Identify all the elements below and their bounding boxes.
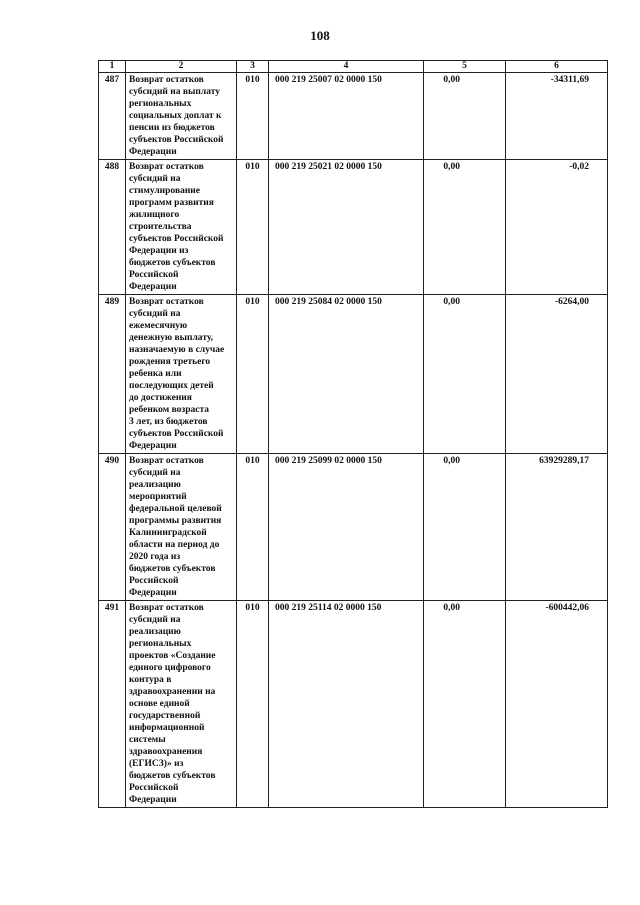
row-value-col5: 0,00	[424, 295, 506, 454]
row-value-col5: 0,00	[424, 601, 506, 808]
row-value-col5: 0,00	[424, 73, 506, 160]
row-description: Возврат остатков субсидий на ежемесячную денежную выплату, назначаемую в случае рождения третьего ребенка или последующих детей до достижения ребенком возраста 3 лет, из бюджетов субъектов Российской Федерации	[126, 295, 237, 454]
row-budget-classification-code: 000 219 25007 02 0000 150	[269, 73, 424, 160]
row-description: Возврат остатков субсидий на реализацию региональных проектов «Создание единого цифрового контура в здравоохранении на основе единой государственной информационной системы здравоохранения (ЕГИСЗ)» из бюджетов субъектов Российской Федерации	[126, 601, 237, 808]
row-value-col6: -34311,69	[506, 73, 608, 160]
row-budget-classification-code: 000 219 25021 02 0000 150	[269, 160, 424, 295]
row-value-col5: 0,00	[424, 454, 506, 601]
row-budget-classification-code: 000 219 25084 02 0000 150	[269, 295, 424, 454]
table-row	[99, 295, 608, 454]
row-value-col6: -600442,06	[506, 601, 608, 808]
row-description: Возврат остатков субсидий на стимулирование программ развития жилищного строительства субъектов Российской Федерации из бюджетов субъектов Российской Федерации	[126, 160, 237, 295]
row-value-col5: 0,00	[424, 160, 506, 295]
page-number: 108	[310, 28, 330, 43]
column-header-3: 3	[237, 61, 269, 73]
table-row	[99, 601, 608, 808]
row-description: Возврат остатков субсидий на выплату региональных социальных доплат к пенсии из бюджетов субъектов Российской Федерации	[126, 73, 237, 160]
budget-table	[98, 60, 608, 808]
row-code: 010	[237, 73, 269, 160]
table-row	[99, 454, 608, 601]
row-number: 488	[99, 160, 126, 295]
row-budget-classification-code: 000 219 25114 02 0000 150	[269, 601, 424, 808]
column-header-4: 4	[269, 61, 424, 73]
row-code: 010	[237, 601, 269, 808]
row-value-col6: 63929289,17	[506, 454, 608, 601]
row-value-col6: -6264,00	[506, 295, 608, 454]
column-header-6: 6	[506, 61, 608, 73]
column-header-1: 1	[99, 61, 126, 73]
row-code: 010	[237, 160, 269, 295]
row-number: 487	[99, 73, 126, 160]
table-row	[99, 73, 608, 160]
row-description: Возврат остатков субсидий на реализацию мероприятий федеральной целевой программы развития Калининградской области на период до 2020 года из бюджетов субъектов Российской Федерации	[126, 454, 237, 601]
header-row	[99, 61, 608, 73]
row-budget-classification-code: 000 219 25099 02 0000 150	[269, 454, 424, 601]
row-number: 489	[99, 295, 126, 454]
table-row	[99, 160, 608, 295]
row-number: 491	[99, 601, 126, 808]
row-code: 010	[237, 295, 269, 454]
column-header-5: 5	[424, 61, 506, 73]
row-value-col6: -0,02	[506, 160, 608, 295]
row-number: 490	[99, 454, 126, 601]
row-code: 010	[237, 454, 269, 601]
column-header-2: 2	[126, 61, 237, 73]
